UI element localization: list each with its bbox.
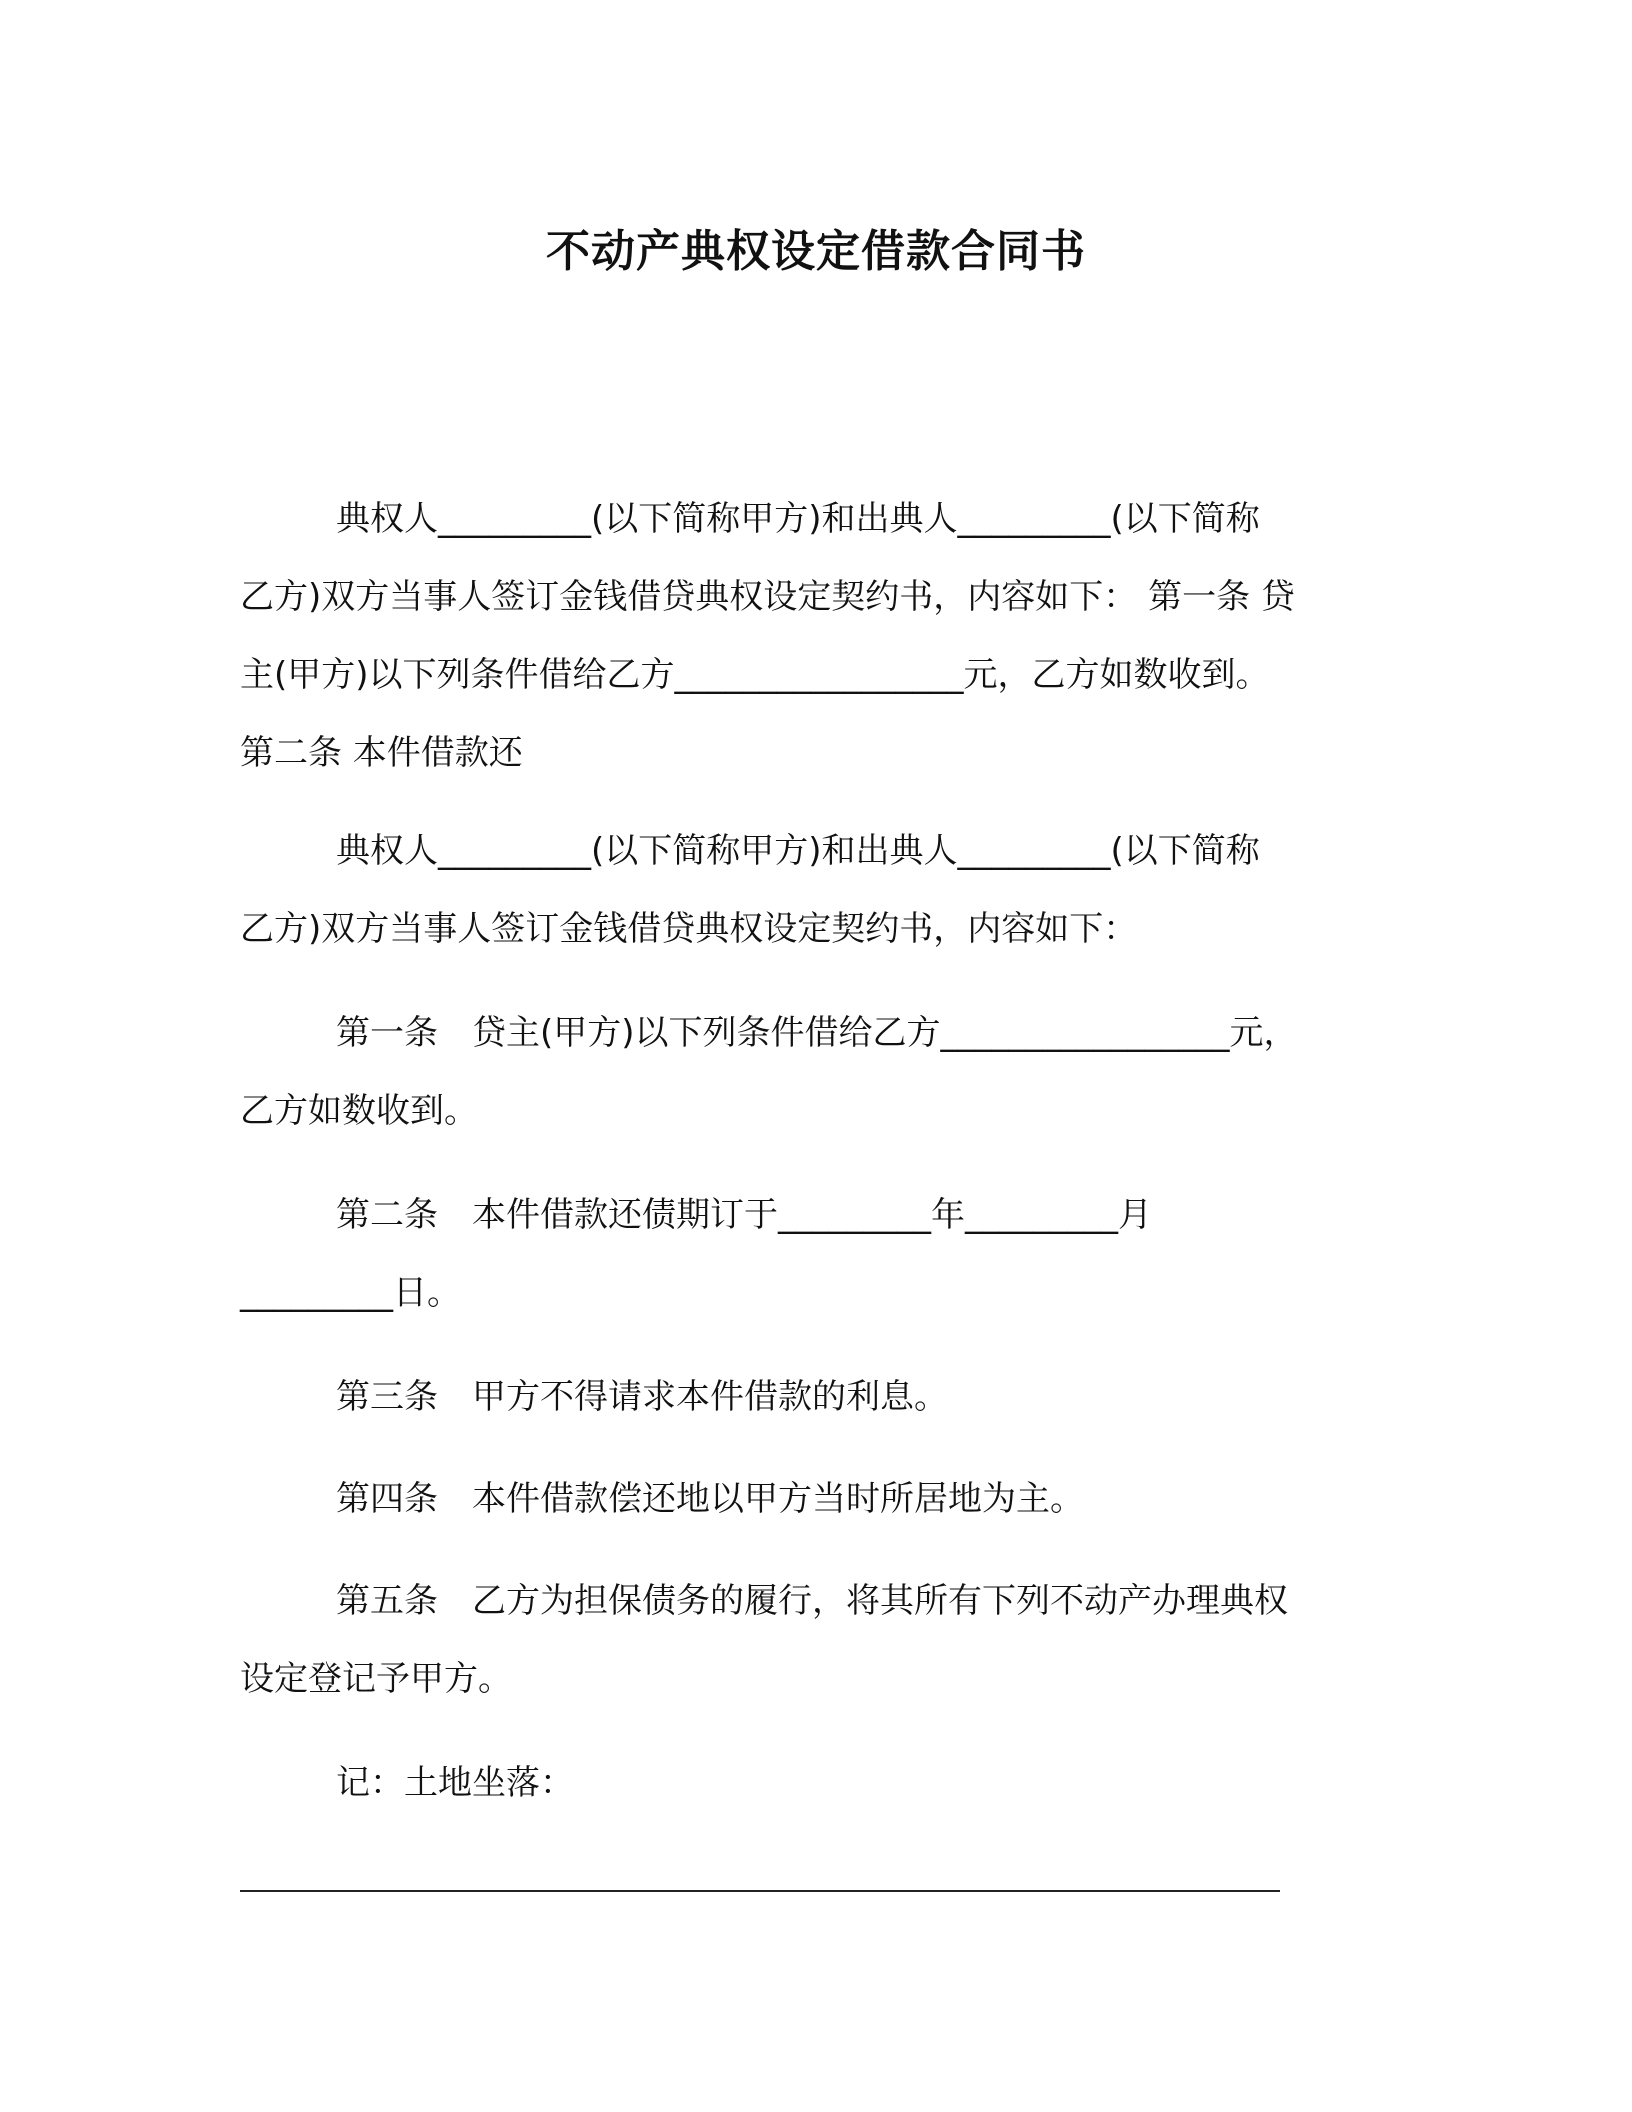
- article-1-text-1: 贷主(甲方)以下列条件借给乙方_________________元，: [472, 1013, 1298, 1053]
- article-1-label: 第一条: [336, 1013, 438, 1053]
- intro-line-2: 乙方)双方当事人签订金钱借贷典权设定契约书，内容如下： 第一条 贷: [240, 577, 1295, 617]
- article-5-text-1: 乙方为担保债务的履行，将其所有下列不动产办理典权: [472, 1581, 1288, 1621]
- article-3: [240, 1358, 1400, 1436]
- article-1-text-2: 乙方如数收到。: [240, 1091, 478, 1131]
- intro-line-3: 主(甲方)以下列条件借给乙方_________________元，乙方如数收到。: [240, 655, 1270, 695]
- intro-line-1: 典权人_________(以下简称甲方)和出典人_________(以下简称: [336, 499, 1260, 539]
- article-4-label: 第四条: [336, 1479, 438, 1519]
- intro-line-4: 第二条 本件借款还: [240, 733, 523, 773]
- intro-paragraph: [240, 480, 1400, 792]
- article-2-text-1: 本件借款还债期订于_________年_________月: [472, 1195, 1152, 1235]
- land-location-note: [240, 1744, 1400, 1822]
- article-2: [240, 1176, 1400, 1332]
- article-5-label: 第五条: [336, 1581, 438, 1621]
- parties-line-2: 乙方)双方当事人签订金钱借贷典权设定契约书，内容如下：: [240, 909, 1138, 949]
- article-2-text-2: _________日。: [240, 1273, 461, 1313]
- article-5: [240, 1562, 1400, 1718]
- document-title: 不动产典权设定借款合同书: [546, 226, 1086, 277]
- parties-line-1: 典权人_________(以下简称甲方)和出典人_________(以下简称: [336, 831, 1260, 871]
- land-location-label: 记：土地坐落：: [336, 1763, 574, 1803]
- parties-paragraph: [240, 812, 1400, 968]
- land-location-blank-line: [240, 1890, 1280, 1892]
- article-3-label: 第三条: [336, 1377, 438, 1417]
- article-3-text: 甲方不得请求本件借款的利息。: [472, 1377, 948, 1417]
- article-4-text: 本件借款偿还地以甲方当时所居地为主。: [472, 1479, 1084, 1519]
- article-4: [240, 1460, 1400, 1538]
- article-5-text-2: 设定登记予甲方。: [240, 1659, 512, 1699]
- article-1: [240, 994, 1400, 1150]
- article-2-label: 第二条: [336, 1195, 438, 1235]
